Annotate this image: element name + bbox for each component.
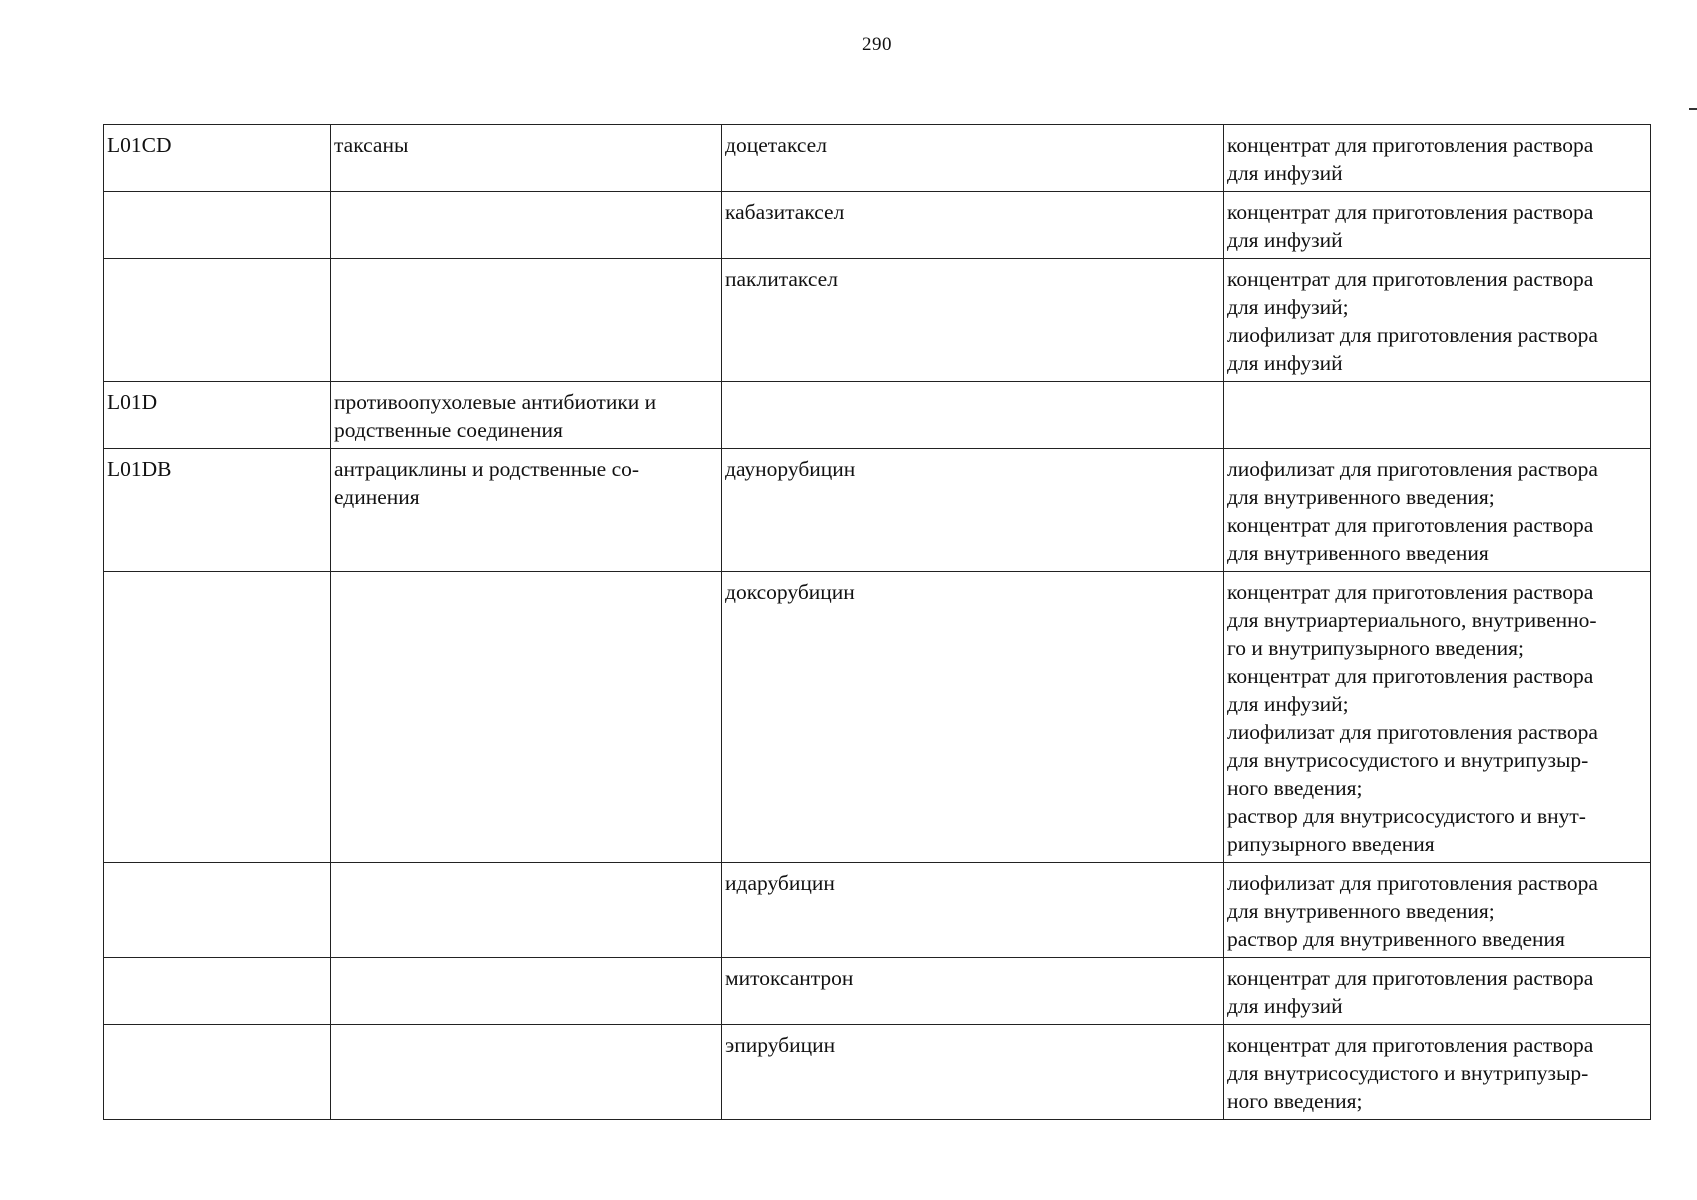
drug-table — [103, 124, 1651, 1120]
atc-code-cell — [104, 863, 331, 958]
table-row — [104, 958, 1651, 1025]
atc-code-cell — [104, 192, 331, 259]
table-row — [104, 192, 1651, 259]
edge-mark — [1689, 108, 1697, 110]
drug-cell: паклитаксел — [722, 259, 1224, 382]
table-row — [104, 259, 1651, 382]
group-cell — [331, 572, 722, 863]
drug-cell: даунорубицин — [722, 449, 1224, 572]
table-row — [104, 572, 1651, 863]
table-row — [104, 382, 1651, 449]
table-row — [104, 863, 1651, 958]
group-cell — [331, 863, 722, 958]
dosage-form-cell — [1224, 382, 1651, 449]
atc-code-cell — [104, 572, 331, 863]
table-row — [104, 125, 1651, 192]
atc-code-cell: L01DB — [104, 449, 331, 572]
drug-cell: идарубицин — [722, 863, 1224, 958]
group-cell: противоопухолевые антибиотики и родственные соединения — [331, 382, 722, 449]
atc-code-cell — [104, 1025, 331, 1120]
group-cell — [331, 192, 722, 259]
atc-code-cell — [104, 958, 331, 1025]
group-cell — [331, 1025, 722, 1120]
drug-cell: доцетаксел — [722, 125, 1224, 192]
group-cell — [331, 259, 722, 382]
dosage-form-cell: концентрат для приготовления раствора для инфузий — [1224, 192, 1651, 259]
page-number: 290 — [862, 34, 892, 55]
dosage-form-cell: концентрат для приготовления раствора для инфузий; лиофилизат для приготовления раствора для инфузий — [1224, 259, 1651, 382]
atc-code-cell: L01CD — [104, 125, 331, 192]
drug-cell: доксорубицин — [722, 572, 1224, 863]
dosage-form-cell: концентрат для приготовления раствора для инфузий — [1224, 958, 1651, 1025]
drug-cell — [722, 382, 1224, 449]
atc-code-cell: L01D — [104, 382, 331, 449]
group-cell: антрациклины и родственные со- единения — [331, 449, 722, 572]
dosage-form-cell: лиофилизат для приготовления раствора для внутривенного введения; концентрат для приготовления раствора для внутривенного введения — [1224, 449, 1651, 572]
drug-table-container — [103, 124, 1650, 1120]
drug-cell: митоксантрон — [722, 958, 1224, 1025]
dosage-form-cell: концентрат для приготовления раствора для внутриартериального, внутривенно- го и внутрипузырного введения; концентрат для приготовления раствора для инфузий; лиофилизат для приготовления раствора для внутрисосудистого и внутрипузыр- ного введения; раствор для внутрисосудистого и внут- рипузырного введения — [1224, 572, 1651, 863]
group-cell — [331, 958, 722, 1025]
table-row — [104, 449, 1651, 572]
table-row — [104, 1025, 1651, 1120]
dosage-form-cell: концентрат для приготовления раствора для инфузий — [1224, 125, 1651, 192]
atc-code-cell — [104, 259, 331, 382]
group-cell: таксаны — [331, 125, 722, 192]
drug-cell: эпирубицин — [722, 1025, 1224, 1120]
drug-cell: кабазитаксел — [722, 192, 1224, 259]
dosage-form-cell: концентрат для приготовления раствора для внутрисосудистого и внутрипузыр- ного введения; — [1224, 1025, 1651, 1120]
dosage-form-cell: лиофилизат для приготовления раствора для внутривенного введения; раствор для внутривенного введения — [1224, 863, 1651, 958]
